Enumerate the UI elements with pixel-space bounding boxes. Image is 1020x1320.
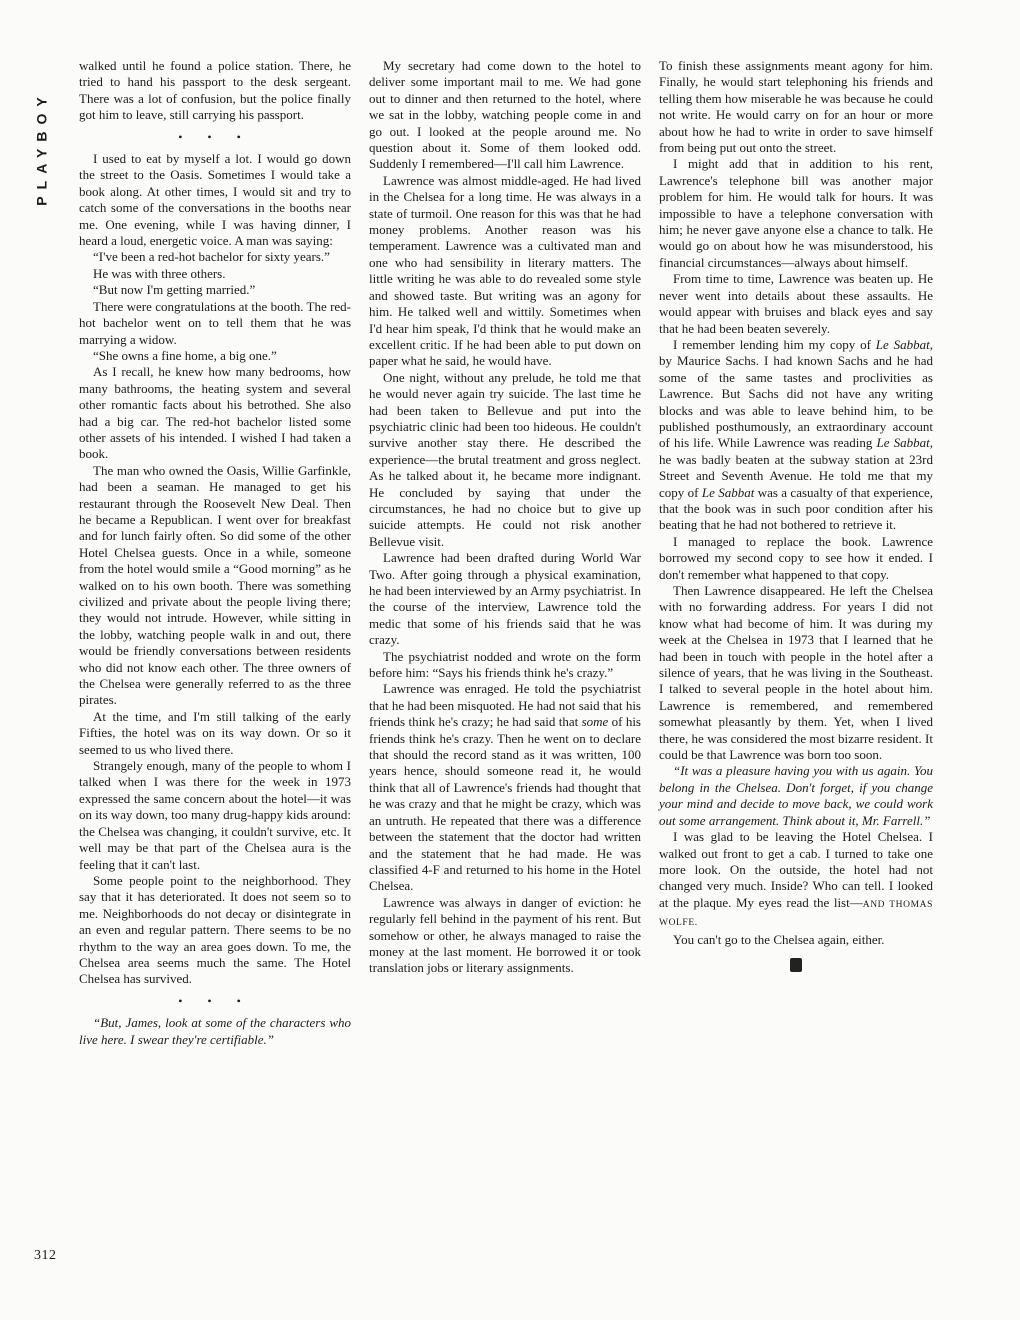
text-column-2 [369,58,641,977]
paragraph: At the time, and I'm still talking of the early Fifties, the hotel was on its way down. Or so it seemed to us who lived there. [79,708,351,757]
text-run: , he was badly beaten at the subway station at 23rd Street and Seventh Avenue. He told me that my copy of [659,435,933,500]
masthead [31,58,53,238]
paragraph [659,829,933,931]
paragraph [369,681,641,894]
rabbit-end-mark-icon [790,958,802,972]
paragraph: He was with three others. [93,265,226,281]
paragraph: To finish these assignments meant agony for him. Finally, he would start telephoning his friends and telling them how miserable he was because he could not write. He would carry on for an hour or more about how he had to write in order to save himself from being put out onto the street. [659,58,933,156]
text-run: I was glad to be leaving the Hotel Chelsea. I walked out front to get a cab. I turned to take one more look. On the outside, the hotel had not changed very much. Inside? Who can tell. I looked at the plaque. My eyes read the list— [659,829,933,910]
paragraph: One night, without any prelude, he told me that he would never again try suicide. The last time he had been taken to Bellevue and put into the psychiatric clinic had been too hideous. He couldn't survive another stay there. He described the experience—the brutal treatment and gross neglect. As he talked about it, he became more indignant. He concluded by saying that under the circumstances, he had no choice but to give up suicide attempts. He could not risk another Bellevue visit. [369,369,641,549]
text-run: Lawrence was enraged. He told the psychiatrist that he had been misquoted. He had not said that his friends think he's crazy; he had said that [369,681,641,730]
paragraph: There were congratulations at the booth. The red-hot bachelor went on to tell them that he was marrying a widow. [79,298,351,347]
masthead-title: PLAYBOY [34,90,51,206]
text-run: , by Maurice Sachs. I had known Sachs and he had some of the same tastes and proclivities as Lawrence. But Sachs did not have any writing blocks and was able to leave behind him, to be published posthumously, an extraordinary account of his life. While Lawrence was reading [659,336,933,451]
paragraph: Lawrence had been drafted during World War Two. After going through a physical examination, he had been interviewed by an Army psychiatrist. In the course of the interview, Lawrence told the medic that some of his friends said that he was crazy. [369,550,641,648]
paragraph: I might add that in addition to his rent, Lawrence's telephone bill was another major problem for him. He would talk for hours. It was impossible to have a telephone conversation with him; he never gave anyone else a chance to talk. He would go on about how he was misunderstood, his financial circumstances—always about himself. [659,156,933,270]
small-caps-text: AND THOMAS WOLFE. [659,899,933,929]
paragraph-italic: “But, James, look at some of the characters who live here. I swear they're certifiable.” [79,1015,351,1047]
paragraph: Lawrence was always in danger of eviction: he regularly fell behind in the payment of his rent. But somehow or other, he always managed to raise the money at the last moment. He borrowed it or took translation jobs or literary assignments. [369,894,641,976]
text-run: was a casualty of that experience, that the book was in such poor condition after his beating that he had not bothered to retrieve it. [659,484,933,533]
paragraph: Lawrence was almost middle-aged. He had lived in the Chelsea for a long time. He was always in a state of turmoil. One reason for this was that he had money problems. Another reason was his temperament. Lawrence was a cultivated man and one who had sensibility in literary matters. The little writing he was able to do revealed some style and showed taste. But writing was an agony for him. He talked well and wittily. Sometimes when I'd hear him speak, I'd think that he would make an excellent critic. If he had been able to put down on paper what he said, he would have. [369,172,641,369]
book-title: Le Sabbat [876,435,930,451]
book-title: Le Sabbat [875,336,930,352]
section-break: • • • [178,993,252,1008]
paragraph: You can't go to the Chelsea again, either. [673,931,885,947]
paragraph: Some people point to the neighborhood. They say that it has deteriorated. It does not seem so to me. Neighborhoods do not decay or disintegrate in an even and regular pattern. There seems to be no rhythm to the way an area goes down. To me, the Chelsea area seems much the same. The Hotel Chelsea has survived. [79,872,351,987]
text-run: I remember lending him my copy of [673,336,876,352]
paragraph: The psychiatrist nodded and wrote on the form before him: “Says his friends think he's crazy.” [369,648,641,681]
paragraph: As I recall, he knew how many bedrooms, how many bathrooms, the heating system and several other romantic facts about his betrothed. She also had a big car. The red-hot bachelor listed some other assets of his intended. I wished I had taken a book. [79,364,351,462]
page-number: 312 [34,1248,57,1263]
paragraph: From time to time, Lawrence was beaten up. He never went into details about these assaults. He would appear with bruises and black eyes and say that he had been beaten severely. [659,271,933,336]
paragraph: “She owns a fine home, a big one.” [93,347,277,363]
paragraph: I managed to replace the book. Lawrence borrowed my second copy to see how it ended. I don't remember what happened to that copy. [659,533,933,582]
emphasis: some [581,714,609,730]
paragraph: My secretary had come down to the hotel to deliver some important mail to me. We had gone out to dinner and then returned to the hotel, where we sat in the lobby, watching people come in and go out. I looked at the people around me. No question about it. Some of them looked odd. Suddenly I remembered—I'll call him Lawrence. [369,58,641,172]
paragraph: “I've been a red-hot bachelor for sixty years.” [93,249,330,265]
paragraph: The man who owned the Oasis, Willie Garfinkle, had been a seaman. He managed to get his restaurant through the Roosevelt New Deal. Then he became a Republican. I went over for breakfast and for lunch fairly often. So did some of the other Hotel Chelsea guests. Once in a while, someone from the hotel would smile a “Good morning” as he walked on to his own booth. There was something civilized and private about the people living there; they would not intrude. However, while sitting in the lobby, watching people walk in and out, there would be friendly conversations between residents who did not know each other. The three owners of the Chelsea were generally referred to as the three pirates. [79,462,351,708]
paragraph: Then Lawrence disappeared. He left the Chelsea with no forwarding address. For years I did not know what had become of him. It was during my week at the Chelsea in 1973 that I learned that he had been in touch with people in the hotel after a silence of years, that he was living in the Southeast. I talked to several people in the hotel about him. Lawrence is remembered, and remembered somewhat pleasantly by them. Yet, when I lived there, he was considered the most bizarre resident. It could be that Lawrence was born too soon. [659,583,933,763]
section-break: • • • [178,129,252,144]
text-run: of his friends think he's crazy. Then he went on to declare that should the record stand as it was written, 100 years hence, should someone read it, he would think that all of Lawrence's friends had thought that he was crazy and that he might be crazy, which was an untruth. He repeated that there was a difference between the statement that the doctor had written and the statement that he had made. He was classified 4-F and returned to his home in the Hotel Chelsea. [369,714,641,894]
text-column-1 [79,58,351,1048]
paragraph-italic: “It was a pleasure having you with us again. You belong in the Chelsea. Don't forget, if you change your mind and decide to move back, we could work out some arrangement. Think about it, Mr. Farrell.” [659,763,933,828]
paragraph: walked until he found a police station. There, he tried to hand his passport to the desk sergeant. There was a lot of confusion, but the police finally got him to leave, still carrying his passport. [79,58,351,123]
paragraph: “But now I'm getting married.” [93,282,256,298]
paragraph: I used to eat by myself a lot. I would go down the street to the Oasis. Sometimes I would take a book along. At other times, I would sit and try to catch some of the conversations in the booths near me. One evening, while I was having dinner, I heard a loud, energetic voice. A man was saying: [79,151,351,249]
book-title: Le Sabbat [701,484,755,500]
paragraph: Strangely enough, many of the people to whom I talked when I was there for the week in 1973 expressed the same concern about the hotel—it was on its way down, too many drug-happy kids around: the Chelsea was changing, it couldn't survive, etc. It well may be that part of the Chelsea aura is the feeling that it can't last. [79,758,351,872]
text-column-3 [659,58,933,972]
paragraph [659,337,933,534]
